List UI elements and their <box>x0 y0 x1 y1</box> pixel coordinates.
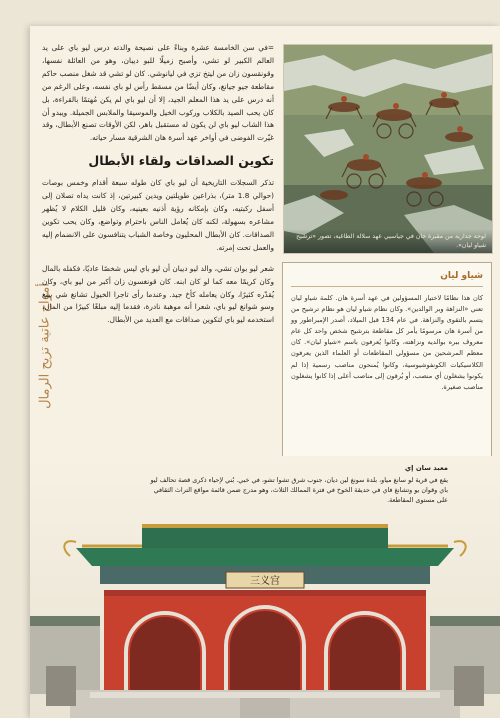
photo-caption-title: معبد سان إي <box>404 464 448 472</box>
paragraph-1: =في سن الخامسة عشرة وبناءً على نصيحة والدته درس ليو باي على يد العالم الكبير لو تشي، وأصبح زميلًا للبو ديبان، وهو من العائلة نفسها، وقونقسون زان من ليتخ تزي في ليانوشي. كان لو تشي قد شغل منصب حاكم مقاطعة جيو جيانغ، وكان أيضًا من مسقط رأس لو باي نفسه، وعلى الرغم من أنه درس على يد هذا المعلم الجيد، إلا أن ليو باي لم يكن مُهتمًا بالقراءة، بل كان يحب الصيد بالكلاب وركوب الخيل والموسيقا والملابس الجميلة. ويبدو أن هذا الشاب ليو باي لن يكون له مستقبل باهر، لكن الأوقات تصنع الأبطال، وقد غيّرت الفوضى في أواخر عهد أسرة هان الشرقية مسار حياته. <box>42 43 274 143</box>
mural-caption: لوحة جدارية من مقبرة خان في جياسيي عهد سلالة الطاغية، تصور «ترشيح شياو ليان». <box>284 229 492 253</box>
photo-caption-body: يقع في قرية لو سانغ مياو، بلدة سونغ لين ديان، جنوب شرق تشوا تشو، في خبي. بُني لإحياء ذكرى قصة تحالف ليو باي وقوان يو وتشانغ فاي في حديقة الخوخ في فترة الممالك الثلاث، وهو مدرج ضمن قائمة مواقع التراث الثقافي على مستوى المقاطعة. <box>150 476 448 504</box>
sidebar-body: كان هذا نظامًا لاختيار المسؤولين في عهد أسرة هان. كلمة شياو ليان تعني «النزاهة وبر الوالدين». وكان نظام شياو ليان هو نظام ترشيح من يتسم بالتقوى والنزاهة. في عام 134 قبل الميلاد، أصدر الإمبراطور وو من أسرة هان مرسومًا يأمر كل مقاطعة بترشيح شخص واحد كل عام معروف ببره بوالديه ونزاهته، وكانوا يُعرفون باسم «شياو ليان». كان معظم المرشحين من مسؤولي المقاطعات أو العلماء الذين يعرفون الكلاسيكيات الكونفوشيوسية، وكانوا يُمنحون مناصب رسمية إذا لم يكونوا يشغلون أي منصب، أو يُرقون إلى مناصب أعلى إذا كانوا يشغلون مناصب صغيرة. <box>291 294 483 391</box>
temple-plaque-text: 三义宫 <box>250 576 280 587</box>
paragraph-3: شعر ليو بوان تشي، والد ليو ديبان أن ليو باي ليس شخصًا عاديًا، فكفله بالمال وكان كريمًا معه كما لو كان ابنه. كان قونغسون زان أكبر من ليو باي، وكان يُقدّره كثيرًا، وكان يعامله كأخ جيد. وعندما رأى تاجرا الخيول تشانغ شي بينغ وسو شوانغ ليو باي، شعرا أنه موهبة نادرة، فقدما إليه مبلغًا كبيرًا من المال، استخدمه ليو باي لتكوين صداقات مع العديد من الأبطال. <box>42 263 274 325</box>
paragraph-2: تذكر السجلات التاريخية أن ليو باي كان طوله سبعة أقدام وخمس بوصات (حوالي 1.8 متر)، بذراعين طويلتين ويدين كبيرتين، إذ كانت يداه تصلان إلى أسفل ركبتيه، وكان بإمكانه رؤية أذنيه بعينيه، وكان قليل الكلام لا يُظهر مشاعره بسهولة، لكنه كان يُعامل الناس باحترام وتواضع، وكان يحب تكوين الصداقات. كان الأبطال المحليون وخاصة الشباب يتنافسون على الانضمام إليه والعمل تحت إمرته. <box>42 178 274 252</box>
sidebar-title: شياو ليان <box>291 271 483 287</box>
photo-caption <box>148 463 448 505</box>
sidebar-box <box>282 262 492 462</box>
mural-painting-icon <box>284 45 492 253</box>
chapter-side-title-text: أمواج عاتية تزيح الرمال <box>37 283 53 409</box>
section-heading: تكوين الصداقات ولقاء الأبطال <box>88 153 274 169</box>
main-text-column <box>42 42 274 335</box>
document-page <box>30 26 500 718</box>
mural-image <box>283 44 493 254</box>
